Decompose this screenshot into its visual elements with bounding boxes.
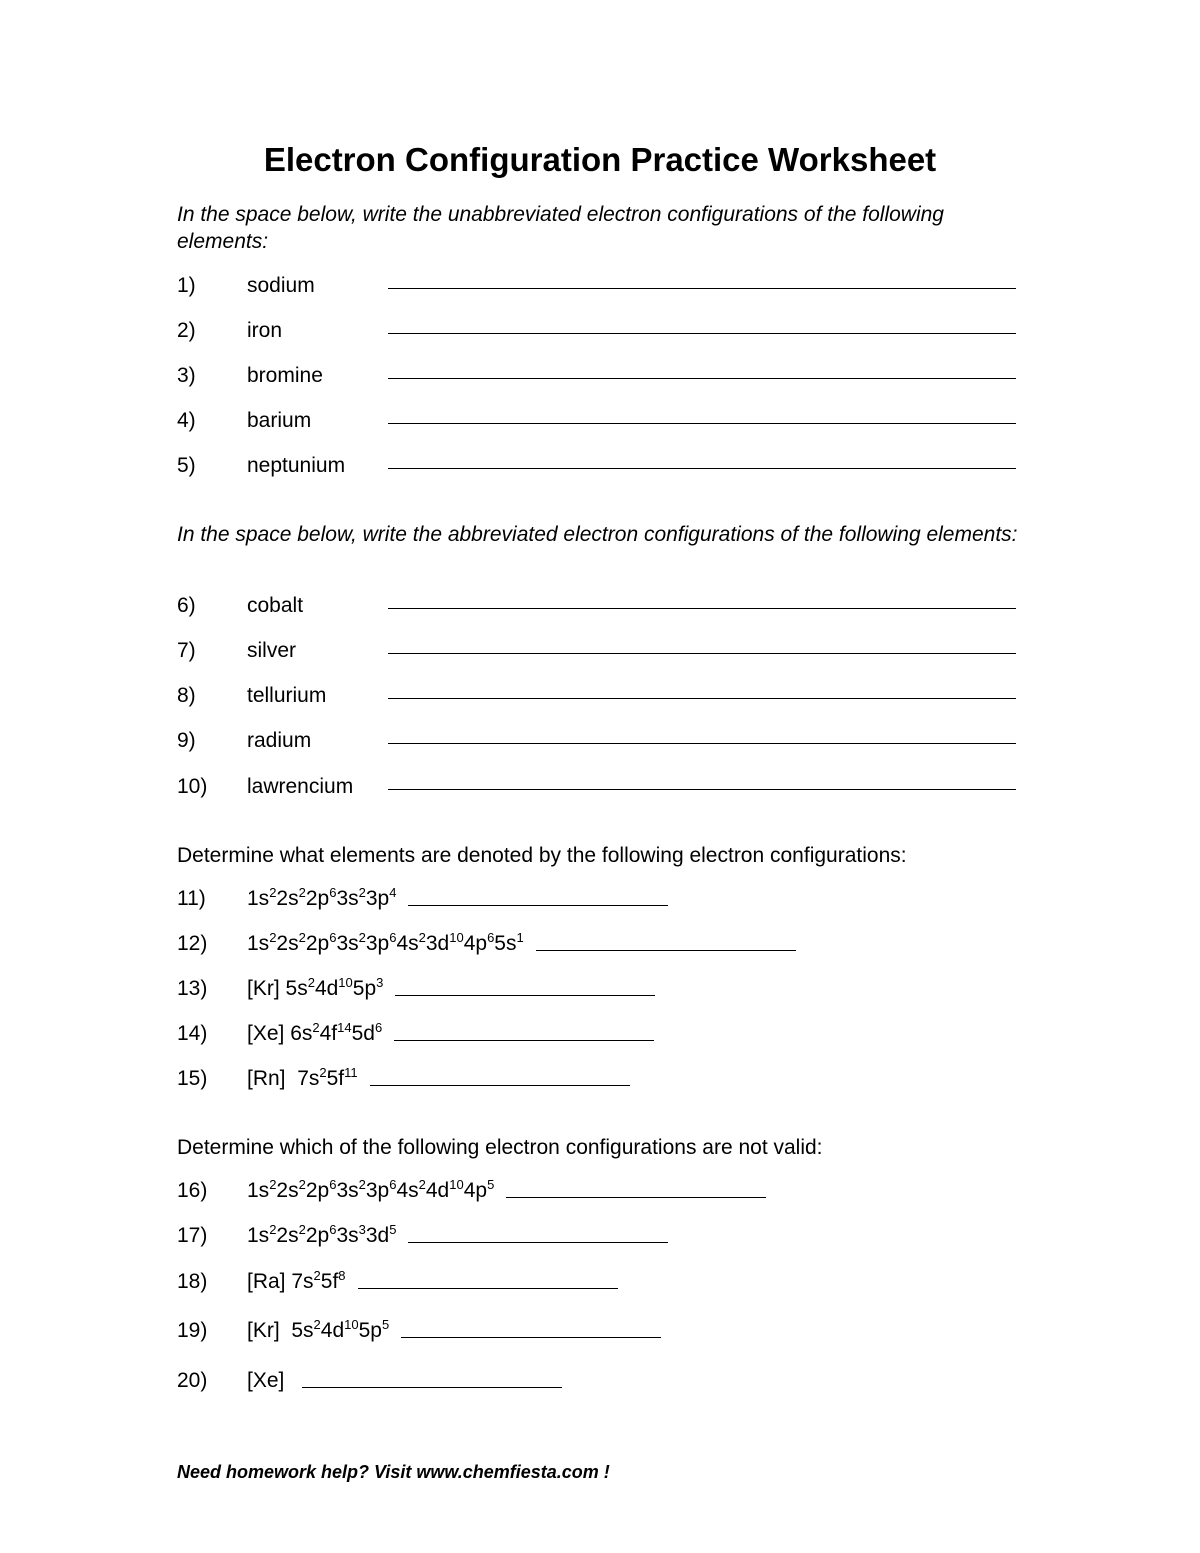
question-number: 3) (177, 364, 196, 387)
element-name: silver (247, 639, 297, 662)
answer-blank[interactable] (370, 1067, 630, 1086)
element-name: barium (247, 409, 312, 432)
section-2-instruction: In the space below, write the abbreviated electron configurations of the following elements: (177, 523, 1018, 546)
element-name: iron (247, 319, 283, 342)
section-1-instruction: In the space below, write the unabbreviated electron configurations of the following elements: (177, 203, 944, 253)
question-number: 10) (177, 775, 208, 798)
answer-blank[interactable] (388, 333, 1016, 334)
electron-configuration (247, 1064, 630, 1094)
configuration-text: $1s^22s^22p^63s^23p^64s^23d^{10}4p^65s^1$ (247, 930, 524, 955)
answer-blank[interactable] (388, 468, 1016, 469)
answer-blank[interactable] (388, 698, 1016, 699)
element-name: neptunium (247, 454, 346, 477)
configuration-text: $1s^22s^22p^63s^23p^64s^24d^{10}4p^5$ (247, 1177, 495, 1202)
element-name: lawrencium (247, 775, 354, 798)
answer-blank[interactable] (388, 288, 1016, 289)
element-name: cobalt (247, 594, 304, 617)
electron-configuration (247, 884, 668, 914)
question-number: 4) (177, 409, 196, 432)
answer-blank[interactable] (401, 1319, 661, 1338)
electron-configuration (247, 1267, 618, 1297)
configuration-text: [Ra] $7s^25f^8$ (247, 1268, 346, 1293)
question-number: 20) (177, 1369, 208, 1392)
electron-configuration (247, 1221, 668, 1251)
question-number: 19) (177, 1319, 208, 1342)
section-3-instruction: Determine what elements are denoted by the following electron configurations: (177, 844, 907, 867)
element-name: sodium (247, 274, 315, 297)
answer-blank[interactable] (302, 1369, 562, 1388)
configuration-text: $1s^22s^22p^63s^23p^4$ (247, 885, 397, 910)
element-name: bromine (247, 364, 323, 387)
question-number: 14) (177, 1022, 208, 1045)
answer-blank[interactable] (394, 1022, 654, 1041)
electron-configuration (247, 1176, 766, 1206)
answer-blank[interactable] (388, 423, 1016, 424)
answer-blank[interactable] (388, 608, 1016, 609)
answer-blank[interactable] (395, 977, 655, 996)
section-4-instruction: Determine which of the following electron configurations are not valid: (177, 1136, 823, 1159)
question-number: 11) (177, 887, 206, 910)
question-number: 2) (177, 319, 196, 342)
question-number: 15) (177, 1067, 208, 1090)
configuration-text: [Xe] $6s^24f^{14}5d^6$ (247, 1020, 383, 1045)
electron-configuration (247, 1366, 562, 1396)
question-number: 9) (177, 729, 196, 752)
electron-configuration (247, 1019, 654, 1049)
configuration-text: [Rn] $7s^25f^{11}$ (247, 1065, 358, 1090)
answer-blank[interactable] (358, 1270, 618, 1289)
question-number: 12) (177, 932, 208, 955)
configuration-text: [Xe] (247, 1369, 291, 1392)
footer-note: Need homework help? Visit www.chemfiesta.com ! (177, 1462, 610, 1482)
electron-configuration (247, 929, 796, 959)
question-number: 17) (177, 1224, 208, 1247)
answer-blank[interactable] (536, 932, 796, 951)
element-name: radium (247, 729, 312, 752)
answer-blank[interactable] (506, 1179, 766, 1198)
electron-configuration (247, 1316, 661, 1346)
configuration-text: $1s^22s^22p^63s^33d^5$ (247, 1222, 397, 1247)
answer-blank[interactable] (388, 653, 1016, 654)
question-number: 1) (177, 274, 196, 297)
answer-blank[interactable] (408, 887, 668, 906)
question-number: 16) (177, 1179, 208, 1202)
question-number: 7) (177, 639, 196, 662)
answer-blank[interactable] (408, 1224, 668, 1243)
configuration-text: [Kr] $5s^24d^{10}5p^3$ (247, 975, 384, 1000)
question-number: 13) (177, 977, 208, 1000)
configuration-text: [Kr] $5s^24d^{10}5p^5$ (247, 1317, 390, 1342)
electron-configuration (247, 974, 655, 1004)
question-number: 8) (177, 684, 196, 707)
page-title: Electron Configuration Practice Worksheet (263, 141, 937, 178)
answer-blank[interactable] (388, 743, 1016, 744)
answer-blank[interactable] (388, 378, 1016, 379)
question-number: 18) (177, 1270, 208, 1293)
element-name: tellurium (247, 684, 327, 707)
answer-blank[interactable] (388, 789, 1016, 790)
question-number: 6) (177, 594, 196, 617)
question-number: 5) (177, 454, 196, 477)
